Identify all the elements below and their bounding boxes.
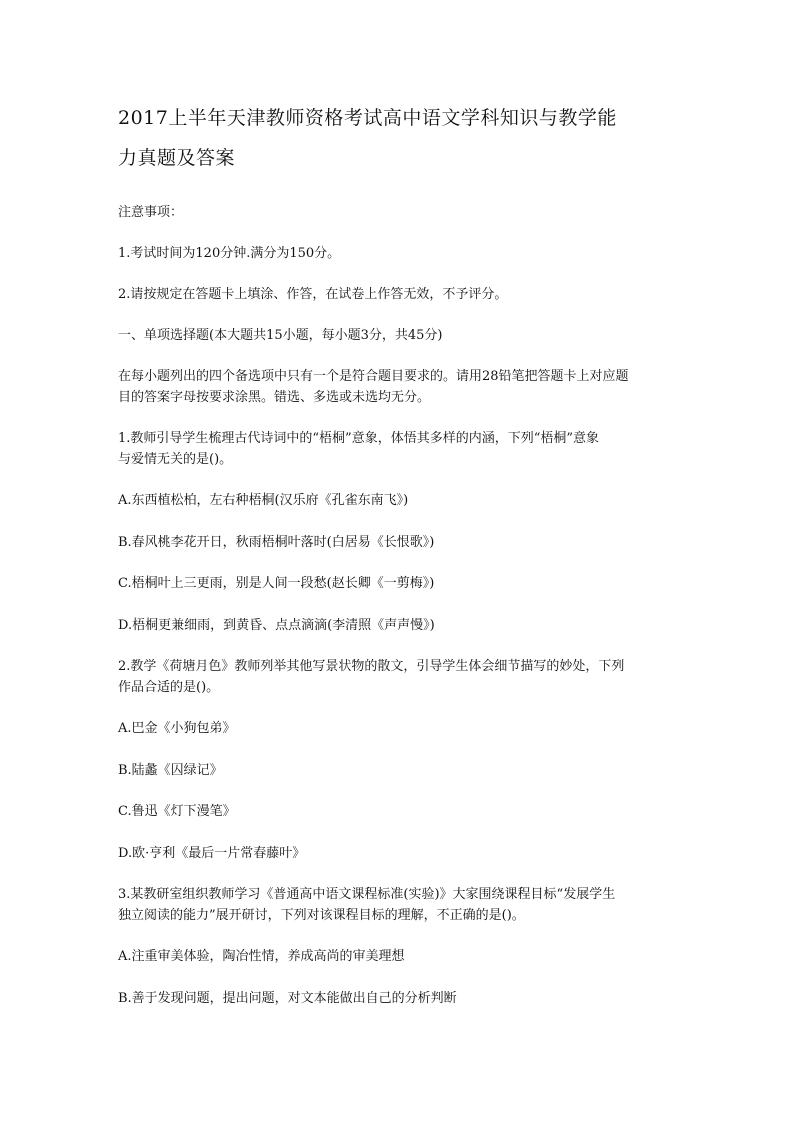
question-1-stem-line-2: 与爱情无关的是()。 xyxy=(118,452,233,467)
question-2-stem-line-2: 作品合适的是()。 xyxy=(118,680,220,695)
question-3-stem-line-1: 3.某教研室组织教师学习《普通高中语文课程标准(实验)》大家围绕课程目标“发展学生 xyxy=(118,887,616,902)
question-3-stem-line-2: 独立阅读的能力”展开研讨，下列对该课程目标的理解，不正确的是()。 xyxy=(118,908,525,923)
notice-item-2: 2.请按规定在答题卡上填涂、作答，在试卷上作答无效，不予评分。 xyxy=(118,287,508,302)
question-2-option-b: B.陆蠡《囚绿记》 xyxy=(118,763,223,778)
notice-item-1: 1.考试时间为120分钟.满分为150分。 xyxy=(118,246,341,261)
question-1-option-a: A.东西植松柏，左右种梧桐(汉乐府《孔雀东南飞》) xyxy=(118,493,409,508)
question-1-option-d: D.梧桐更兼细雨，到黄昏、点点滴滴(李清照《声声慢》) xyxy=(118,618,435,633)
question-2-option-d: D.欧·亨利《最后一片常春藤叶》 xyxy=(118,846,306,861)
question-1-stem-line-1: 1.教师引导学生梳理古代诗词中的“梧桐”意象，体悟其多样的内涵，下列“梧桐”意象 xyxy=(118,431,599,446)
question-1-option-c: C.梧桐叶上三更雨，别是人间一段愁(赵长卿《一剪梅》) xyxy=(118,576,435,591)
section-instruction-line-1: 在每小题列出的四个备选项中只有一个是符合题目要求的。请用28铅笔把答题卡上对应题 xyxy=(118,369,629,384)
notice-heading: 注意事项： xyxy=(118,205,184,220)
section-instruction-line-2: 目的答案字母按要求涂黑。错选、多选或未选均无分。 xyxy=(118,390,431,405)
document-title-line-2: 力真题及答案 xyxy=(118,147,236,169)
question-3-option-a: A.注重审美体验，陶冶性情，养成高尚的审美理想 xyxy=(118,949,405,964)
section-heading: 一、单项选择题(本大题共15小题，每小题3分，共45分) xyxy=(118,328,443,343)
question-3-option-b: B.善于发现问题，提出问题，对文本能做出自己的分析判断 xyxy=(118,991,457,1006)
question-1-option-b: B.春风桃李花开日，秋雨梧桐叶落时(白居易《长恨歌》) xyxy=(118,535,435,550)
question-2-option-c: C.鲁迅《灯下漫笔》 xyxy=(118,804,236,819)
question-2-stem-line-1: 2.教学《荷塘月色》教师列举其他写景状物的散文，引导学生体会细节描写的妙处，下列 xyxy=(118,659,625,674)
document-title-line-1: 2017上半年天津教师资格考试高中语文学科知识与教学能 xyxy=(118,107,617,129)
question-2-option-a: A.巴金《小狗包弟》 xyxy=(118,721,236,736)
